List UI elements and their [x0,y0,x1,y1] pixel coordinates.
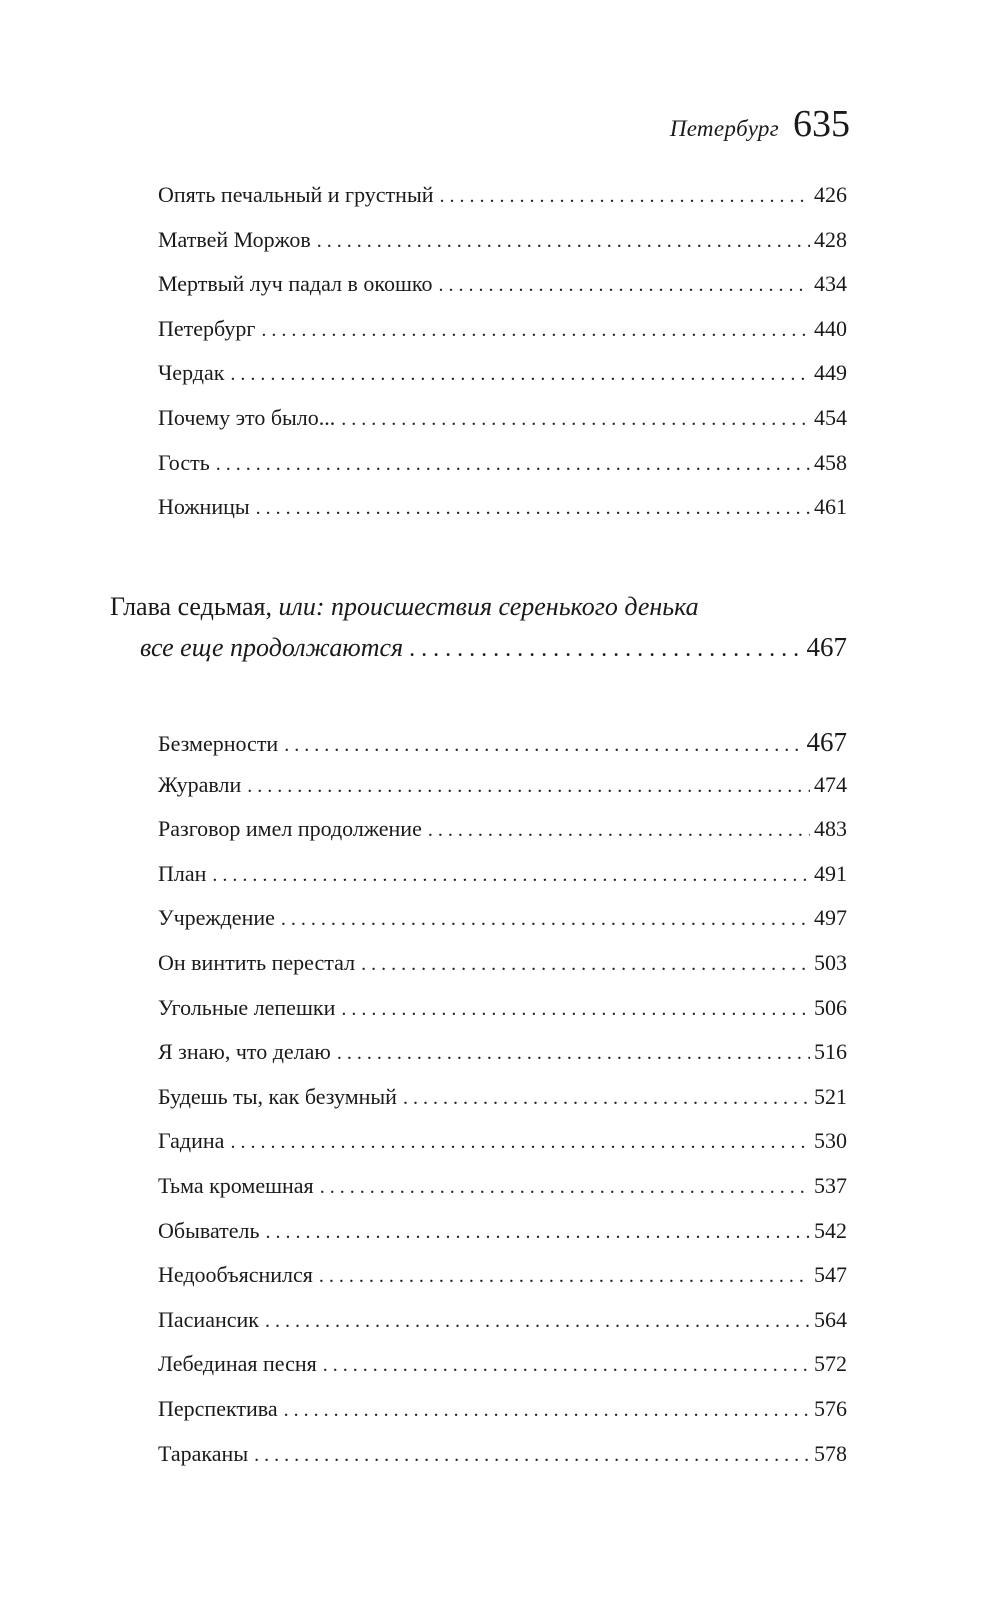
toc-entry-title: Почему это было... [158,404,336,430]
toc-entry-title: Учреждение [158,905,275,931]
toc-entry [158,905,847,950]
dot-leader [341,998,810,1021]
dot-leader [361,953,810,976]
toc-entry [158,271,847,316]
toc-entry [158,950,847,995]
toc-entry [158,1084,847,1129]
dot-leader [230,363,810,386]
toc-section-second [158,727,847,1485]
dot-leader [230,1131,810,1154]
toc-entry-page: 474 [814,771,847,797]
toc-entry-title: Чердак [158,360,225,386]
running-head [670,105,850,143]
dot-leader [281,908,810,931]
toc-entry-page: 497 [814,905,847,931]
toc-entry-page: 449 [814,360,847,386]
toc-entry-page: 530 [814,1128,847,1154]
toc-entry-title: Тьма кромешная [158,1172,314,1198]
toc-entry [158,1039,847,1084]
toc-entry-page: 564 [814,1306,847,1332]
toc-entry-title: Ножницы [158,494,250,520]
toc-entry-page: 483 [814,816,847,842]
toc-entry-page: 428 [814,226,847,252]
toc-entry-page: 461 [814,494,847,520]
toc-entry-page: 516 [814,1039,847,1065]
dot-leader [212,864,810,887]
dot-leader [247,775,810,798]
toc-entry [158,1441,847,1486]
toc-entry [158,772,847,817]
dot-leader [403,1087,810,1110]
page-number: 635 [793,103,850,145]
dot-leader [254,1444,810,1467]
toc-entry-title: Разговор имел продолжение [158,816,422,842]
toc-entry-title: Гадина [158,1128,225,1154]
toc-entry-page: 491 [814,860,847,886]
dot-leader [409,636,802,663]
toc-entry-title: Петербург [158,315,256,341]
toc-entry-page: 458 [814,449,847,475]
toc-entry-title: Перспектива [158,1395,278,1421]
dot-leader [323,1354,810,1377]
toc-entry [158,450,847,495]
toc-section-first [158,182,847,539]
toc-entry-page: 537 [814,1172,847,1198]
toc-entry-title: Безмерности [158,731,279,756]
dot-leader [256,497,810,520]
toc-entry [158,1218,847,1263]
toc-entry [158,861,847,906]
dot-leader [261,319,810,342]
chapter-subtitle-line2: все еще продолжаются [140,633,404,662]
dot-leader [341,408,810,431]
toc-entry-page: 576 [814,1395,847,1421]
toc-entry-title: Лебединая песня [158,1351,317,1377]
toc-entry [158,995,847,1040]
toc-entry-title: Мертвый луч падал в окошко [158,271,433,297]
toc-entry-page: 506 [814,994,847,1020]
toc-entry-page: 440 [814,315,847,341]
dot-leader [440,185,811,208]
toc-entry [158,816,847,861]
toc-entry [158,360,847,405]
toc-entry-page: 434 [814,271,847,297]
toc-entry-page: 547 [814,1262,847,1288]
toc-entry-page: 572 [814,1351,847,1377]
toc-entry [158,727,847,772]
dot-leader [319,1265,810,1288]
toc-entry-title: Матвей Моржов [158,226,311,252]
chapter-heading [110,592,847,672]
toc-entry-title: Тараканы [158,1440,249,1466]
dot-leader [216,453,810,476]
toc-entry [158,1396,847,1441]
dot-leader [320,1176,810,1199]
toc-entry-title: Будешь ты, как безумный [158,1083,397,1109]
toc-entry-title: План [158,860,207,886]
toc-entry-title: Обыватель [158,1217,260,1243]
toc-entry [158,494,847,539]
toc-entry [158,316,847,361]
dot-leader [284,734,802,757]
toc-entry-title: Опять печальный и грустный [158,182,434,207]
running-title: Петербург [669,116,779,141]
toc-entry-page: 521 [814,1083,847,1109]
toc-entry-page: 503 [814,949,847,975]
dot-leader [337,1042,810,1065]
toc-entry-title: Он винтить перестал [158,949,356,975]
dot-leader [265,1310,810,1333]
toc-entry-page: 578 [814,1440,847,1466]
toc-entry [158,182,847,227]
toc-entry-page: 467 [806,727,847,757]
toc-entry [158,1173,847,1218]
toc-entry [158,1307,847,1352]
toc-entry-title: Недообъяснился [158,1262,313,1288]
toc-entry-title: Гость [158,449,210,475]
toc-entry [158,227,847,272]
toc-entry [158,1262,847,1307]
dot-leader [438,274,810,297]
chapter-heading-line2 [110,632,847,672]
toc-entry [158,1128,847,1173]
dot-leader [317,230,810,253]
toc-entry [158,1351,847,1396]
toc-entry-title: Журавли [158,771,242,797]
toc-entry-title: Пасиансик [158,1306,259,1332]
chapter-subtitle-line1: или: происшествия серенького денька [278,592,699,621]
toc-entry-page: 426 [814,182,847,207]
dot-leader [266,1221,810,1244]
toc-entry-page: 454 [814,404,847,430]
chapter-page: 467 [806,632,847,662]
dot-leader [284,1399,810,1422]
chapter-heading-line1 [110,592,847,632]
toc-entry-title: Угольные лепешки [158,994,336,1020]
toc-entry [158,405,847,450]
toc-entry-title: Я знаю, что делаю [158,1039,331,1065]
toc-entry-page: 542 [814,1217,847,1243]
chapter-prefix: Глава седьмая, [110,592,272,621]
dot-leader [428,819,810,842]
